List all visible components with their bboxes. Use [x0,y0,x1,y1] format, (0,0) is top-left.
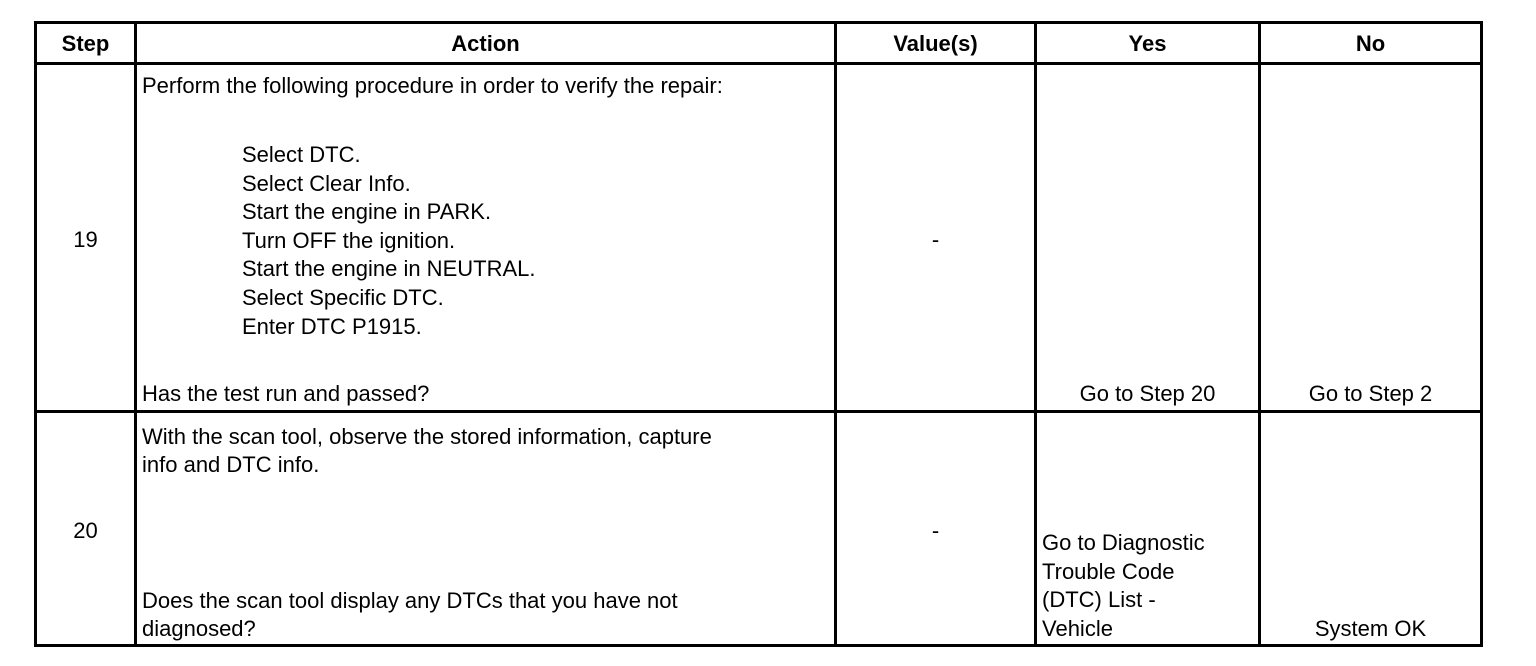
action-question: Does the scan tool display any DTCs that you have not [142,588,678,613]
column-divider [834,24,837,644]
value-cell: - [931,227,940,252]
diagnostic-table [34,21,1483,647]
yes-cell: Vehicle [1042,616,1113,641]
action-question: Has the test run and passed? [142,381,430,406]
row-divider [37,410,1480,413]
procedure-step: Start the engine in NEUTRAL. [242,256,536,281]
action-intro: With the scan tool, observe the stored information, capture [142,424,712,449]
procedure-step: Select Clear Info. [242,171,411,196]
yes-cell: Go to Diagnostic [1042,530,1205,555]
header-values: Value(s) [893,31,978,56]
header-no: No [1355,31,1386,56]
no-cell: Go to Step 2 [1308,381,1433,406]
procedure-step: Select Specific DTC. [242,285,444,310]
value-cell: - [931,518,940,543]
procedure-step: Turn OFF the ignition. [242,228,456,253]
procedure-step: Enter DTC P1915. [242,314,422,339]
column-divider [1034,24,1037,644]
action-intro: info and DTC info. [142,452,320,477]
action-intro: Perform the following procedure in order to verify the repair: [142,73,723,98]
yes-cell: Go to Step 20 [1079,381,1216,406]
column-divider [134,24,137,644]
header-step: Step [61,31,110,56]
yes-cell: Trouble Code [1042,559,1175,584]
header-action: Action [451,31,520,56]
yes-cell: (DTC) List - [1042,587,1156,612]
column-divider [1258,24,1261,644]
action-question: diagnosed? [142,616,256,641]
step-number: 19 [73,227,98,252]
procedure-step: Start the engine in PARK. [242,199,492,224]
no-cell: System OK [1314,616,1427,641]
procedure-step: Select DTC. [242,142,361,167]
header-yes: Yes [1128,31,1167,56]
step-number: 20 [73,518,98,543]
